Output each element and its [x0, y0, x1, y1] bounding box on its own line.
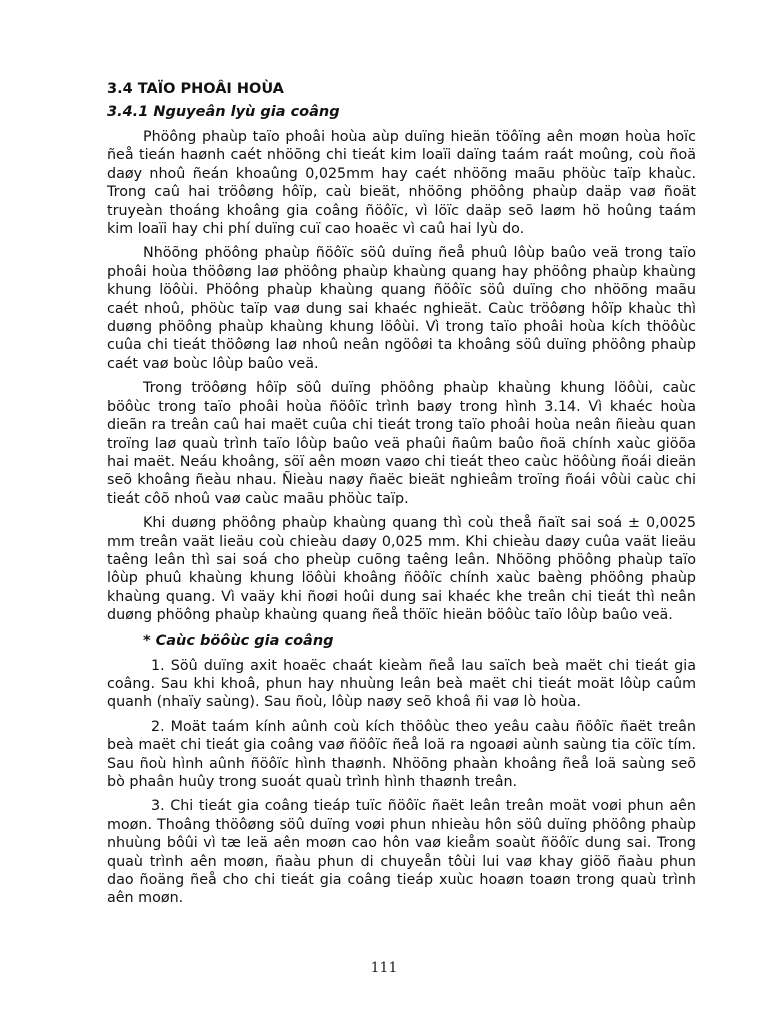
step-item: 1. Söû duïng axit hoaëc chaát kieàm ñeå lau saïch beà maët chi tieát gia coâng. Sau khi khoâ, phun hay nhuùng leân beà maët chi tieát moät lôùp caûm quanh (nhaïy saùng). Sau ñoù, lôùp naøy seõ khoâ ñi vaø lò hoùa. — [107, 657, 696, 711]
step-item: 2. Moät taám kính aûnh coù kích thöôùc theo yeâu caàu ñöôïc ñaët treân beà maët chi tieát gia coâng vaø ñöôïc ñeå loä ra ngoaøi aùnh saùng tia cöïc tím. Sau ñoù hình aûnh ñöôïc hình thaønh. Nhöõng phaàn khoâng ñeå loä saùng seõ bò phaân huûy trong suoát quaù trình hình thaønh treân. — [107, 718, 696, 790]
subsection-title: 3.4.1 Nguyeân lyù gia coâng — [107, 104, 340, 120]
paragraph: Nhöõng phöông phaùp ñöôïc söû duïng ñeå phuû lôùp baûo veä trong taïo phoâi hoùa thöôøng laø phöông phaùp khaùng quang hay phöông phaùp khaùng khung löôùi. Phöông phaùp khaùng quang ñöôïc söû duïng cho nhöõng maãu caét nhoû, phöùc taïp vaø dung sai khaéc nghieät. Caùc tröôøng hôïp khaùc thì duøng phöông phaùp khaùng khung löôùi. Vì trong taïo phoâi hoùa kích thöôùc cuûa chi tieát thöôøng laø nhoû neân ngöôøi ta khoâng söû duïng phöông phaùp caét vaø boùc lôùp baûo veä. — [107, 245, 696, 372]
step-item: 3. Chi tieát gia coâng tieáp tuïc ñöôïc ñaët leân treân moät voøi phun aên moøn. Thoâng thöôøng söû duïng voøi phun nhieàu hôn söû duïng phöông phaùp nhuùng bôûi vì tæ leä aên moøn cao hôn vaø kieåm soaùt ñöôïc dung sai. Trong quaù trình aên moøn, ñaàu phun di chuyeån tôùi lui vaø khay giöõ ñaàu phun dao ñoäng ñeå cho chi tieát gia coâng tieáp xuùc hoaøn toaøn trong quaù trình aên moøn. — [107, 798, 696, 907]
page-number: 111 — [370, 960, 398, 976]
paragraph: Phöông phaùp taïo phoâi hoùa aùp duïng hieän töôïng aên moøn hoùa hoïc ñeå tieán haønh caét nhöõng chi tieát kim loaïi daïng taám raát moûng, coù ñoä daøy nhoû ñeán khoaûng 0,025mm hay caét nhöõng maãu phöùc taïp khaùc. Trong caû hai tröôøng hôïp, caù bieät, nhöõng phöông phaùp daäp vaø ñoät truyeàn thoáng khoâng gia coâng ñöôïc, vì löïc daäp seõ laøm hö hoûng taám kim loaïi hay chi phí duïng cuï cao hoaëc vì caû hai lyù do. — [107, 129, 696, 238]
steps-heading: * Caùc böôùc gia coâng — [143, 632, 334, 649]
paragraph: Khi duøng phöông phaùp khaùng quang thì coù theå ñaït sai soá ± 0,0025 mm treân vaät lieäu coù chieàu daøy 0,025 mm. Khi chieàu daøy cuûa vaät lieäu taêng leân thì sai soá cho pheùp cuõng taêng leân. Nhöõng phöông phaùp taïo lôùp phuû khaùng khung löôùi khoâng ñöôïc chính xaùc baèng phöông phaùp khaùng quang. Vì vaäy khi ñoøi hoûi dung sai khaéc khe treân chi tieát thì neân duøng phöông phaùp khaùng quang ñeå thöïc hieän böôùc taïo lôùp baûo veä. — [107, 515, 696, 624]
paragraph: Trong tröôøng hôïp söû duïng phöông phaùp khaùng khung löôùi, caùc böôùc trong taïo phoâi hoùa ñöôïc trình baøy trong hình 3.14. Vì khaéc hoùa dieãn ra treân caû hai maët cuûa chi tieát trong taïo phoâi hoùa neân ñieàu quan troïng laø quaù trình taïo lôùp baûo veä phaûi ñaûm baûo ñoä chính xaùc giöõa hai maët. Neáu khoâng, söï aên moøn vaøo chi tieát theo caùc höôùng ñoái dieän seõ khoâng ñeàu nhau. Ñieàu naøy ñaëc bieät nghieâm troïng ñoái vôùi caùc chi tieát côõ nhoû vaø caùc maãu phöùc taïp. — [107, 380, 696, 507]
document-page — [107, 78, 696, 914]
section-title: 3.4 TAÏO PHOÂI HOÙA — [107, 81, 284, 97]
